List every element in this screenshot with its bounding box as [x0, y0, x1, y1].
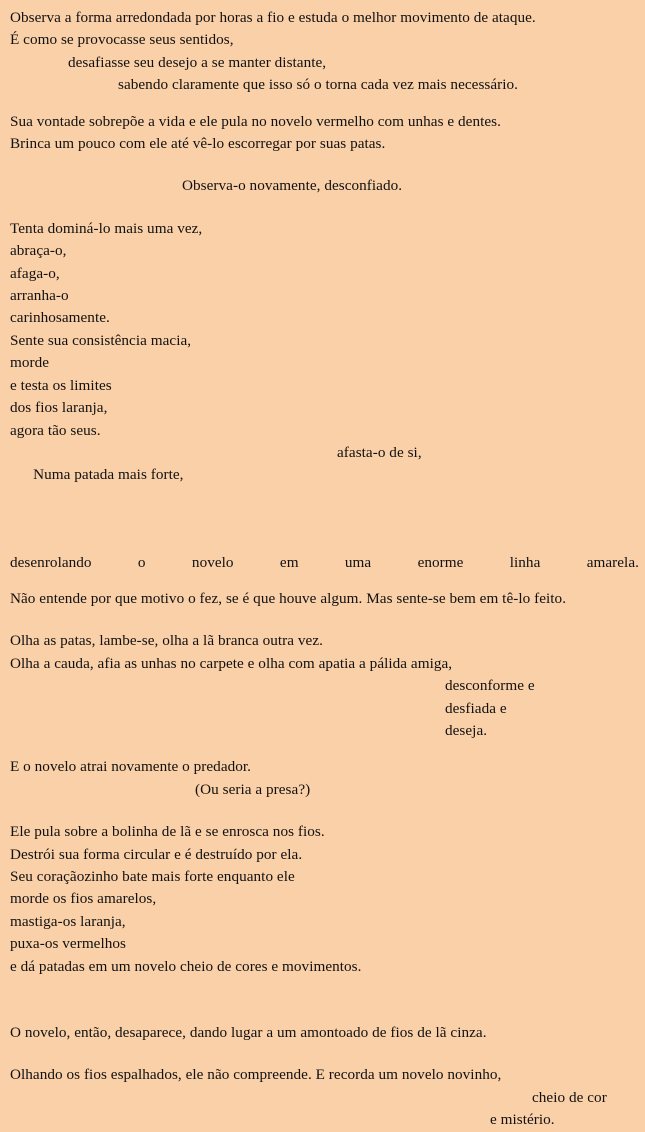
stanza-8 [10, 630, 639, 742]
poem-line: e mistério. [490, 1111, 555, 1129]
justified-word: linha [509, 553, 541, 571]
poem-line-left: Numa patada mais forte, [33, 466, 184, 484]
poem-line: afaga-o, [10, 264, 60, 282]
stanza-gap [10, 1044, 639, 1064]
stanza-11 [10, 1022, 639, 1044]
poem-line: Tenta dominá-lo mais uma vez, [10, 219, 203, 237]
stanza-6 [10, 552, 639, 574]
stanza-7 [10, 588, 639, 610]
poem-line: Destrói sua forma circular e é destruído por ela. [10, 845, 303, 863]
poem-line: desafiasse seu desejo a se manter distante, [68, 53, 327, 71]
poem-line: Olha as patas, lambe-se, olha a lã branca outra vez. [10, 632, 323, 650]
poem-line: Seu coraçãozinho bate mais forte enquanto ele [10, 868, 295, 885]
stanza-gap [10, 801, 639, 821]
poem-line: dos fios laranja, [10, 399, 108, 417]
poem-line: Observa a forma arredondada por horas a fio e estuda o melhor movimento de ataque. [10, 9, 536, 26]
poem-line: morde os fios amarelos, [10, 890, 157, 908]
stanza-gap [10, 742, 639, 756]
poem-line: agora tão seus. [10, 421, 101, 439]
poem-line: e testa os limites [10, 376, 112, 394]
justified-word: amarela. [586, 553, 639, 571]
poem-line: Sente sua consistência macia, [10, 331, 192, 349]
stanza-4 [10, 218, 639, 442]
poem-line-dual [10, 442, 639, 532]
poem-line: cheio de cor [532, 1088, 607, 1106]
stanza-gap [10, 155, 639, 175]
justified-word: desenrolando [10, 553, 92, 571]
poem-line: Ele pula sobre a bolinha de lã e se enrosca nos fios. [10, 823, 325, 841]
poem-line: mastiga-os laranja, [10, 912, 126, 930]
stanza-gap [10, 198, 639, 218]
poem-line: sabendo claramente que isso só o torna cada vez mais necessário. [118, 76, 519, 94]
poem-line: puxa-os vermelhos [10, 935, 126, 953]
poem-line-justified [10, 552, 639, 574]
stanza-gap [10, 978, 639, 1022]
justified-word: novelo [191, 553, 234, 571]
poem-line-right: afasta-o de si, [337, 443, 422, 461]
poem-line: E o novelo atrai novamente o predador. [10, 758, 252, 776]
poem-line: É como se provocasse seus sentidos, [10, 31, 234, 49]
justified-word: o [137, 553, 146, 571]
poem-line: Brinca um pouco com ele até vê-lo escorregar por suas patas. [10, 135, 386, 153]
stanza-gap [10, 532, 639, 552]
poem-line: arranha-o [10, 287, 69, 305]
poem-line: desfiada e [445, 699, 507, 717]
poem-line: carinhosamente. [10, 309, 110, 327]
poem-line: Olha a cauda, afia as unhas no carpete e olha com apatia a pálida amiga, [10, 654, 453, 672]
poem-line: deseja. [445, 721, 488, 739]
stanza-12 [10, 1064, 639, 1131]
stanza-10 [10, 821, 639, 978]
justified-word: enorme [417, 553, 464, 571]
stanza-2 [10, 111, 639, 156]
poem-line: abraça-o, [10, 242, 67, 260]
poem-line: Não entende por que motivo o fez, se é que houve algum. Mas sente-se bem em tê-lo feito. [10, 589, 567, 607]
justified-word: uma [344, 553, 372, 571]
poem-line: Sua vontade sobrepõe a vida e ele pula no novelo vermelho com unhas e dentes. [10, 112, 501, 130]
poem-line: morde [10, 354, 50, 372]
stanza-gap [10, 97, 639, 111]
stanza-gap [10, 610, 639, 630]
stanza-9 [10, 756, 639, 801]
poem-line: (Ou seria a presa?) [195, 780, 311, 798]
poem-line: Olhando os fios espalhados, ele não compreende. E recorda um novelo novinho, [10, 1066, 502, 1084]
poem-line: O novelo, então, desaparece, dando lugar a um amontoado de fios de lã cinza. [10, 1024, 487, 1042]
justified-word: em [279, 553, 299, 571]
poem-line: desconforme e [445, 677, 535, 695]
stanza-3 [10, 175, 639, 197]
poem-line: e dá patadas em um novelo cheio de cores e movimentos. [10, 957, 362, 975]
stanza-5 [10, 442, 639, 532]
stanza-gap [10, 574, 639, 588]
stanza-1 [10, 7, 639, 97]
poem-line: Observa-o novamente, desconfiado. [182, 177, 403, 195]
